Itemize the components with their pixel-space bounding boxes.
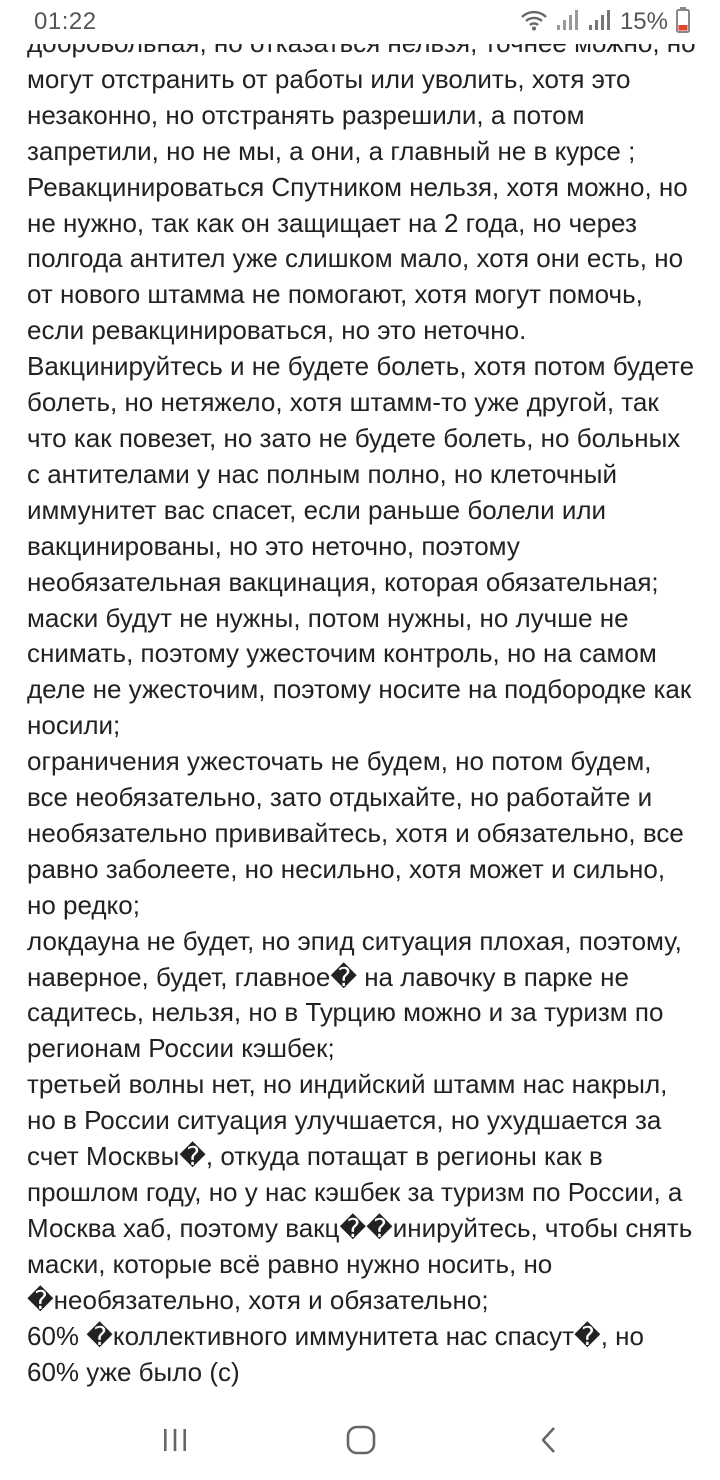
status-time: 01:22 (34, 8, 97, 35)
article-text: могут отстранить от работы или уволить, хотя это незаконно, но отстранять разрешили, а потом запретили, но не мы, а они, а главный не в курсе ; Ревакцинироваться Спутником нельзя, хотя можно, но не нужно, так как он защищает на 2 года, но через полгода антител уже слишком мало, хотя они есть, но от нового штамма не помогают, хотя могут помочь, если ревакцинироваться, но это неточно. Вакцинируйтесь и не будете болеть, хотя потом будете болеть, но нетяжело, хотя штамм-то уже другой, так что как повезет, но зато не будете болеть, но больных с антителами у нас полным полно, но клеточный иммунитет вас спасет, если раньше болели или вакцинированы, но это неточно, поэтому необязательная вакцинация, которая обязательная; маски будут не нужны, потом нужны, но лучше не снимать, поэтому ужесточим контроль, но на самом деле не ужесточим, поэтому носите на подбородке как носили; ограничения ужесточать не будем, но потом будем, все необязательно, зато отдыхайте, но работайте и необязательно прививайтесь, хотя и обязательно, все равно заболеете, но несильно, хотя может и сильно, но редко; локдауна не будет, но эпид ситуация плохая, поэтому, наверное, будет, главное� на лавочку в парке не садитесь, нельзя, но в Турцию можно и за туризм по регионам России кэшбек; третьей волны нет, но индийский штамм нас накрыл, но в России ситуация улучшается, но ухудшается за счет Москвы�, откуда потащат в регионы как в прошлом году, но у нас кэшбек за туризм по России, а Москва хаб, поэтому вакц��инируйтесь, чтобы снять маски, которые всё равно нужно носить, но �необязательно, хотя и обязательно; 60% �коллективного иммунитета нас спасут�, но 60% уже было (с) (27, 63, 695, 1387)
status-bar (0, 0, 720, 44)
back-button[interactable] (529, 1420, 569, 1460)
wifi-icon (520, 8, 548, 37)
home-icon (345, 1424, 377, 1456)
navigation-bar (0, 1400, 720, 1480)
home-button[interactable] (341, 1420, 381, 1460)
battery-percent: 15% (619, 8, 668, 35)
status-icons (520, 9, 690, 35)
recent-apps-icon (160, 1426, 190, 1454)
signal-icon (588, 8, 612, 37)
recent-apps-button[interactable] (155, 1420, 195, 1460)
back-icon (537, 1425, 561, 1455)
signal-icon (556, 8, 580, 37)
battery-low-icon (676, 7, 690, 38)
